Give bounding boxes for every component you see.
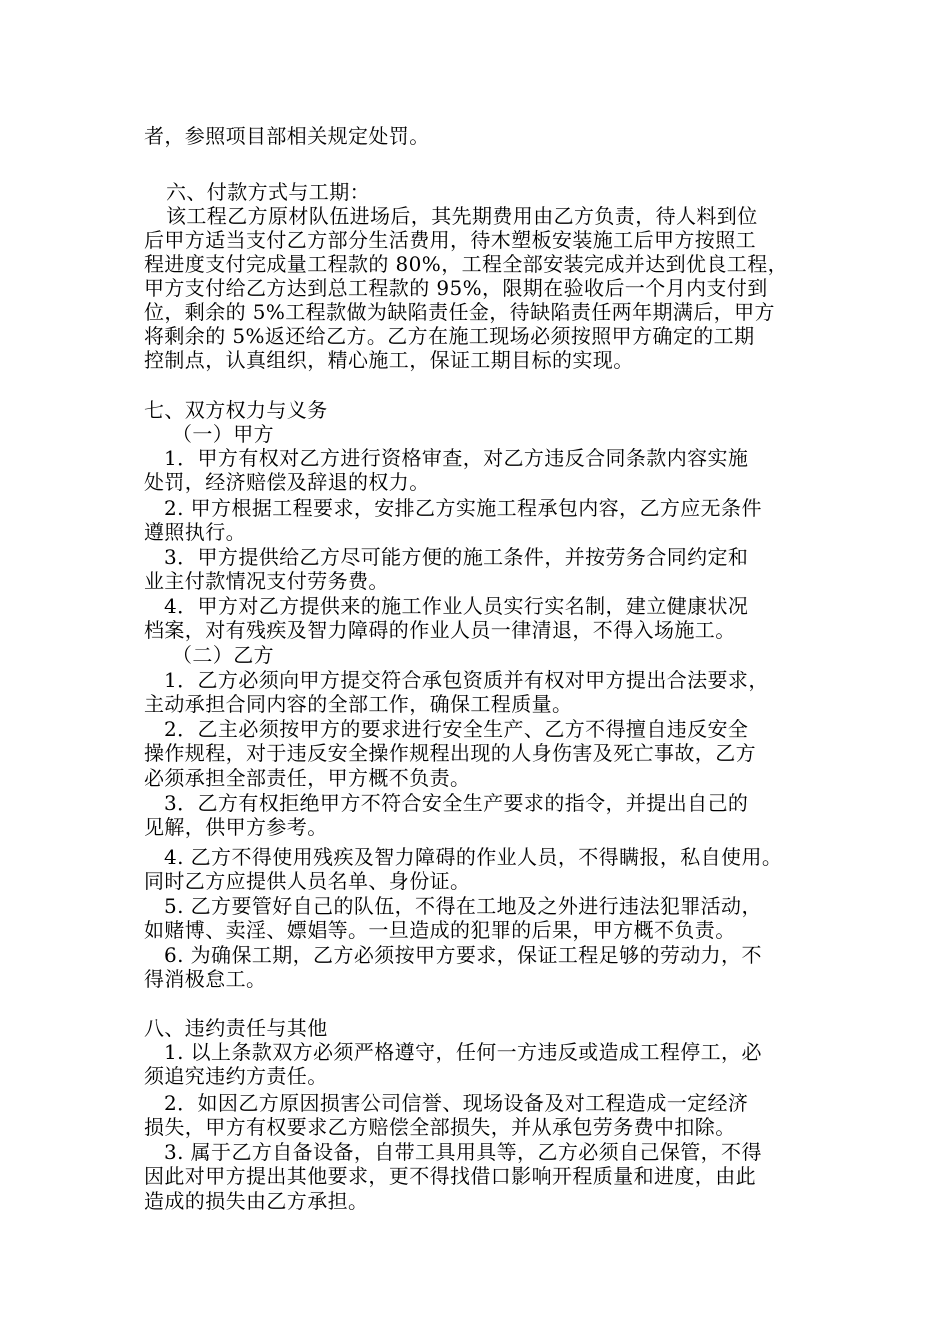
text-line: 甲方支付给乙方达到总工程款的 95%，限期在验收后一个月内支付到 bbox=[144, 276, 768, 300]
text-line: 须追究违约方责任。 bbox=[144, 1064, 328, 1088]
text-line: 位，剩余的 5%工程款做为缺陷责任金，待缺陷责任两年期满后，甲方 bbox=[144, 300, 775, 324]
subsection-heading: （一）甲方 bbox=[172, 422, 274, 446]
text-line: 如赌博、卖淫、嫖娼等。一旦造成的犯罪的后果，甲方概不负责。 bbox=[144, 918, 736, 942]
text-line: 主动承担合同内容的全部工作，确保工程质量。 bbox=[144, 692, 573, 716]
text-line: 同时乙方应提供人员名单、身份证。 bbox=[144, 869, 471, 893]
text-line: 业主付款情况支付劳务费。 bbox=[144, 569, 389, 593]
text-line: 遵照执行。 bbox=[144, 520, 246, 544]
text-line: 4．甲方对乙方提供来的施工作业人员实行实名制，建立健康状况 bbox=[164, 594, 749, 618]
text-line: 6. 为确保工期，乙方必须按甲方要求，保证工程足够的劳动力，不 bbox=[164, 943, 762, 967]
text-line: 该工程乙方原材队伍进场后，其先期费用由乙方负责，待人料到位 bbox=[166, 204, 758, 228]
text-line: 2．乙主必须按甲方的要求进行安全生产、乙方不得擅自违反安全 bbox=[164, 717, 749, 741]
text-line: 3．甲方提供给乙方尽可能方便的施工条件，并按劳务合同约定和 bbox=[164, 545, 749, 569]
text-line: 档案，对有残疾及智力障碍的作业人员一律清退，不得入场施工。 bbox=[144, 618, 736, 642]
text-line: 必须承担全部责任，甲方概不负责。 bbox=[144, 766, 471, 790]
text-line: 见解，供甲方参考。 bbox=[144, 815, 328, 839]
section-heading: 八、违约责任与其他 bbox=[144, 1016, 328, 1040]
text-line: 得消极怠工。 bbox=[144, 967, 267, 991]
text-line: 损失，甲方有权要求乙方赔偿全部损失，并从承包劳务费中扣除。 bbox=[144, 1115, 736, 1139]
text-line: 2．如因乙方原因损害公司信誉、现场设备及对工程造成一定经济 bbox=[164, 1091, 749, 1115]
text-line: 1. 以上条款双方必须严格遵守，任何一方违反或造成工程停工，必 bbox=[164, 1040, 762, 1064]
text-line: 3. 属于乙方自备设备，自带工具用具等，乙方必须自己保管，不得 bbox=[164, 1140, 762, 1164]
text-line: 造成的损失由乙方承担。 bbox=[144, 1189, 369, 1213]
text-line: 2. 甲方根据工程要求，安排乙方实施工程承包内容，乙方应无条件 bbox=[164, 496, 762, 520]
text-line: 3．乙方有权拒绝甲方不符合安全生产要求的指令，并提出自己的 bbox=[164, 791, 749, 815]
text-line: 将剩余的 5%返还给乙方。乙方在施工现场必须按照甲方确定的工期 bbox=[144, 324, 755, 348]
subsection-heading: （二）乙方 bbox=[172, 643, 274, 667]
text-line: 操作规程，对于违反安全操作规程出现的人身伤害及死亡事故，乙方 bbox=[144, 741, 756, 765]
text-line: 控制点，认真组织，精心施工，保证工期目标的实现。 bbox=[144, 348, 634, 372]
text-line: 5. 乙方要管好自己的队伍，不得在工地及之外进行违法犯罪活动， bbox=[164, 894, 762, 918]
section-heading: 六、付款方式与工期： bbox=[166, 180, 370, 204]
text-line: 程进度支付完成量工程款的 80%，工程全部安装完成并达到优良工程， bbox=[144, 252, 789, 276]
section-heading: 七、双方权力与义务 bbox=[144, 398, 328, 422]
text-line: 4. 乙方不得使用残疾及智力障碍的作业人员，不得瞒报，私自使用。 bbox=[164, 845, 783, 869]
text-line: 者，参照项目部相关规定处罚。 bbox=[144, 124, 430, 148]
text-line: 1．乙方必须向甲方提交符合承包资质并有权对甲方提出合法要求， bbox=[164, 668, 769, 692]
text-line: 处罚，经济赔偿及辞退的权力。 bbox=[144, 470, 430, 494]
text-line: 后甲方适当支付乙方部分生活费用，待木塑板安装施工后甲方按照工 bbox=[144, 228, 756, 252]
text-line: 1．甲方有权对乙方进行资格审查，对乙方违反合同条款内容实施 bbox=[164, 446, 749, 470]
text-line: 因此对甲方提出其他要求，更不得找借口影响开程质量和进度，由此 bbox=[144, 1164, 756, 1188]
